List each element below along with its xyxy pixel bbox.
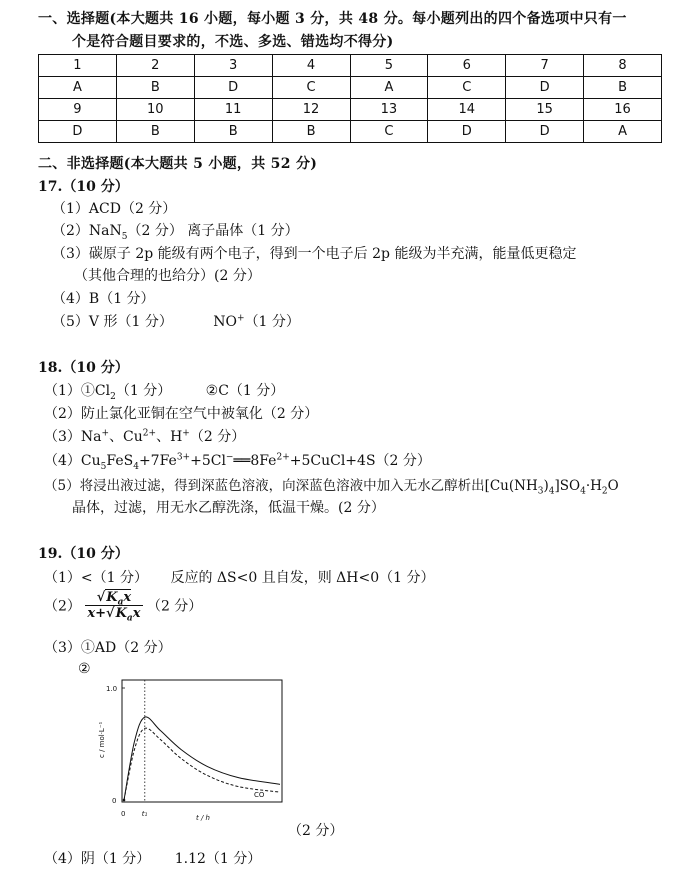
answer-cell: B xyxy=(116,121,194,143)
answer-cell: A xyxy=(350,77,428,99)
y-axis-label: c / mol·L⁻¹ xyxy=(98,721,106,758)
question-number-cell: 6 xyxy=(428,55,506,77)
chart-frame xyxy=(122,680,282,802)
q18-part4: $(4)Cu_5FeS_4+7Fe^{3+}+5Cl^-══8Fe^{2+}+5CuCl+4S(2$ 分） xyxy=(44,452,431,472)
answer-cell: B xyxy=(116,77,194,99)
question-number-cell: 13 xyxy=(350,99,428,121)
question-number-cell: 2 xyxy=(116,55,194,77)
answer-cell: D xyxy=(506,77,584,99)
answer-table-row xyxy=(39,55,662,77)
answer-table-row xyxy=(39,99,662,121)
q19-part1: （1）<（1 分） 反应的 ΔS<0 且自发，则 ΔH<0（1 分） xyxy=(44,570,435,586)
solid-series-line xyxy=(124,717,280,800)
q17-part3-line2: （其他合理的也给分）(2 分） xyxy=(74,268,261,284)
q17-part3-line1: （3）碳原子 2p 能级有两个电子，得到一个电子后 2p 能级为半充满，能量低更稳定 xyxy=(52,246,577,262)
question-number-cell: 15 xyxy=(506,99,584,121)
answer-cell: A xyxy=(39,77,117,99)
answer-cell: B xyxy=(584,77,662,99)
answer-cell: D xyxy=(506,121,584,143)
answer-cell: D xyxy=(194,77,272,99)
section2-heading: 二、非选择题(本大题共 5 小题，共 52 分) xyxy=(38,156,318,172)
q18-title: 18.（10 分） xyxy=(38,360,129,376)
q17-part4: （4）B（1 分） xyxy=(52,291,155,307)
question-number-cell: 7 xyxy=(506,55,584,77)
answer-table xyxy=(38,54,662,143)
q19-part4: （4）阴（1 分） 1.12（1 分） xyxy=(44,851,262,867)
question-number-cell: 16 xyxy=(584,99,662,121)
co-annotation-label: CO xyxy=(254,791,265,799)
q19-part2: （2） $\frac{√K_ax}{x+√K_ax}$ （2 分） xyxy=(44,590,203,624)
answer-cell: A xyxy=(584,121,662,143)
x-tick-label: t₁ xyxy=(141,810,148,818)
question-number-cell: 4 xyxy=(272,55,350,77)
question-number-cell: 8 xyxy=(584,55,662,77)
answer-cell: D xyxy=(428,121,506,143)
chart-score: （2 分） xyxy=(288,823,344,839)
y-tick-label: 0 xyxy=(112,797,117,805)
q18-part3: （3）Na+、$Cu^{2+}$、H+（2 分） xyxy=(44,428,246,445)
answer-cell: C xyxy=(350,121,428,143)
answer-table-row xyxy=(39,121,662,143)
concentration-time-chart xyxy=(92,676,292,826)
q18-part5-line1: （5）将浸出液过滤，得到深蓝色溶液，向深蓝色溶液中加入无水乙醇析出$[Cu(NH_3)_4]SO_4\cdot H_2O$ xyxy=(44,478,619,497)
x-axis-label: t / h xyxy=(196,814,210,822)
origin-point xyxy=(123,799,126,802)
section1-heading-line1: 一、选择题(本大题共 16 小题，每小题 3 分，共 48 分。每小题列出的四个备选项中只有一 xyxy=(38,11,627,27)
answer-table-row xyxy=(39,77,662,99)
answer-cell: D xyxy=(39,121,117,143)
q18-part1: $(1)①Cl_2(1$ 分） ②C（1 分） xyxy=(44,383,285,402)
question-number-cell: 5 xyxy=(350,55,428,77)
q17-part1: （1）ACD（2 分） xyxy=(52,201,177,217)
answer-cell: B xyxy=(194,121,272,143)
question-number-cell: 11 xyxy=(194,99,272,121)
q18-part5-line2: 晶体，过滤，用无水乙醇洗涤，低温干燥。(2 分） xyxy=(72,500,385,516)
q19-part3-sub2-label: ② xyxy=(78,661,91,677)
q17-title: 17.（10 分） xyxy=(38,179,129,195)
y-tick-label: 1.0 xyxy=(106,685,118,693)
question-number-cell: 9 xyxy=(39,99,117,121)
q19-fraction: $\frac{√K_ax}{x+√K_ax}$ xyxy=(87,590,141,624)
q19-title: 19.（10 分） xyxy=(38,546,129,562)
question-number-cell: 12 xyxy=(272,99,350,121)
question-number-cell: 14 xyxy=(428,99,506,121)
q18-part2: （2）防止氯化亚铜在空气中被氧化（2 分） xyxy=(44,406,319,422)
question-number-cell: 10 xyxy=(116,99,194,121)
question-number-cell: 3 xyxy=(194,55,272,77)
q19-part3: （3）①AD（2 分） xyxy=(44,640,172,656)
q17-part5: （5）V 形（1 分） NO+（1 分） xyxy=(52,313,300,330)
answer-cell: C xyxy=(272,77,350,99)
question-number-cell: 1 xyxy=(39,55,117,77)
x-tick-label: 0 xyxy=(121,810,126,818)
section1-heading-line2: 个是符合题目要求的，不选、多选、错选均不得分) xyxy=(72,34,394,50)
answer-cell: B xyxy=(272,121,350,143)
answer-cell: C xyxy=(428,77,506,99)
q17-part2: （2）NaN$_5$（2 分） 离子晶体（1 分） xyxy=(52,223,299,242)
